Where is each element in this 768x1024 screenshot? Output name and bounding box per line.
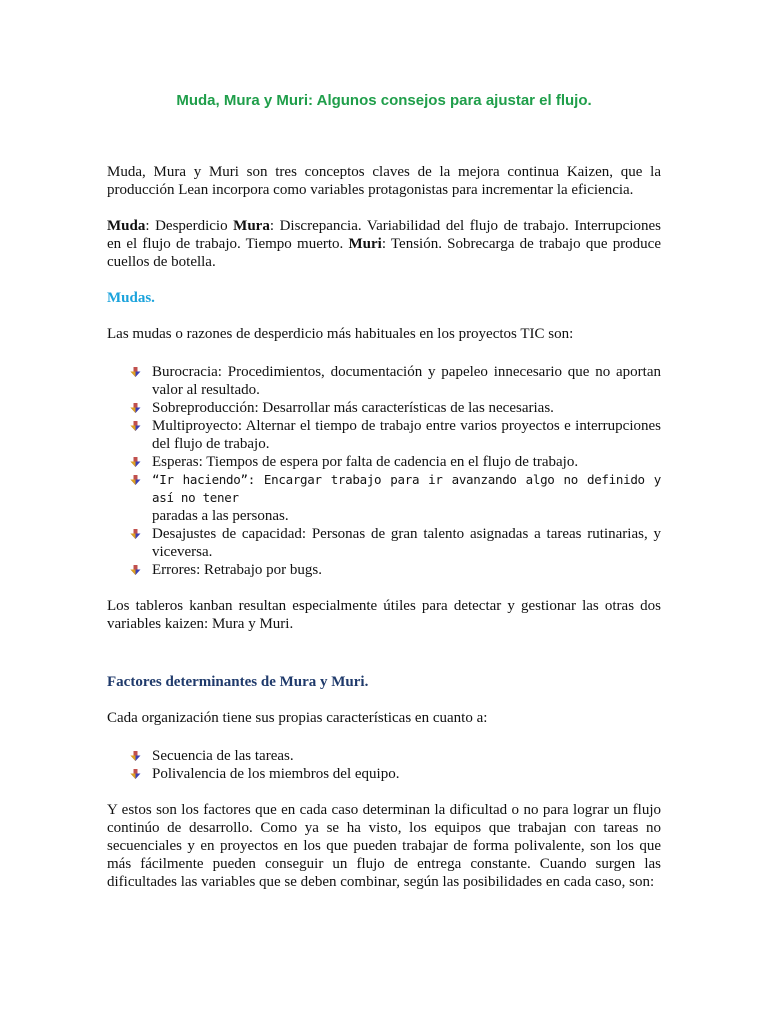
list-item-text: Burocracia: Procedimientos, documentación y papeleo innecesario que no aportan valor al resultado. [152, 364, 661, 398]
conclusion-paragraph: Y estos son los factores que en cada caso determinan la dificultad o no para lograr un flujo continúo de desarrollo. Como ya se ha visto, los equipos que trabajan con tareas no secuenciales y en proyectos en los que pueden trabajar de forma polivalente, son los que más fácilmente pueden conseguir un flujo de entrega constante. Cuando surgen las dificultades las variables que se deben combinar, según las posibilidades en cada caso, son: [107, 802, 661, 890]
organization-paragraph: Cada organización tiene sus propias características en cuanto a: [107, 710, 488, 726]
muri-label: Muri [348, 236, 382, 252]
arrow-bullet-icon [130, 457, 141, 468]
arrow-bullet-icon [130, 421, 141, 432]
list-item [107, 765, 661, 783]
muda-label: Muda [107, 218, 146, 234]
kanban-paragraph: Los tableros kanban resultan especialmente útiles para detectar y gestionar las otras dos variables kaizen: Mura y Muri. [107, 598, 661, 632]
list-item-text: Sobreproducción: Desarrollar más características de las necesarias. [152, 400, 554, 416]
list-item [107, 363, 661, 399]
list-item [107, 747, 661, 765]
list-item [107, 471, 661, 525]
arrow-bullet-icon [130, 475, 141, 486]
list-item-text-continuation: paradas a las personas. [152, 508, 289, 524]
arrow-bullet-icon [130, 403, 141, 414]
list-item-text: Polivalencia de los miembros del equipo. [152, 766, 400, 782]
muda-text: : Desperdicio [145, 218, 234, 234]
list-item [107, 399, 661, 417]
list-item-text: Secuencia de las tareas. [152, 748, 294, 764]
muri-text: : Tensión. Sobrecarga de trabajo que produce cuellos de botella. [107, 236, 661, 270]
arrow-bullet-icon [130, 367, 141, 378]
list-item-text: Esperas: Tiempos de espera por falta de cadencia en el flujo de trabajo. [152, 454, 579, 470]
list-item [107, 417, 661, 453]
list-item-text: Multiproyecto: Alternar el tiempo de trabajo entre varios proyectos e interrupciones del flujo de trabajo. [152, 418, 661, 452]
mudas-intro: Las mudas o razones de desperdicio más habituales en los proyectos TIC son: [107, 326, 574, 342]
list-item [107, 525, 661, 561]
list-item [107, 453, 661, 471]
list-item-text: Desajustes de capacidad: Personas de gran talento asignadas a tareas rutinarias, y viceversa. [152, 526, 661, 560]
list-item-text: “Ir haciendo”: Encargar trabajo para ir avanzando algo no definido y así no tener [152, 472, 661, 505]
mudas-list [107, 363, 661, 579]
factores-heading: Factores determinantes de Mura y Muri. [107, 674, 369, 690]
arrow-bullet-icon [130, 529, 141, 540]
page-title: Muda, Mura y Muri: Algunos consejos para ajustar el flujo. [176, 92, 592, 109]
arrow-bullet-icon [130, 751, 141, 762]
factores-list [107, 747, 661, 783]
mura-text: : Discrepancia. Variabilidad del flujo de trabajo. Interrupciones en el flujo de trabajo. Tiempo muerto. [107, 218, 661, 252]
list-item-text: Errores: Retrabajo por bugs. [152, 562, 322, 578]
arrow-bullet-icon [130, 565, 141, 576]
list-item [107, 561, 661, 579]
definitions-paragraph [107, 217, 661, 271]
mura-label: Mura [233, 218, 270, 234]
mudas-heading: Mudas. [107, 290, 155, 306]
arrow-bullet-icon [130, 769, 141, 780]
intro-paragraph: Muda, Mura y Muri son tres conceptos claves de la mejora continua Kaizen, que la producción Lean incorpora como variables protagonistas para incrementar la eficiencia. [107, 164, 661, 198]
